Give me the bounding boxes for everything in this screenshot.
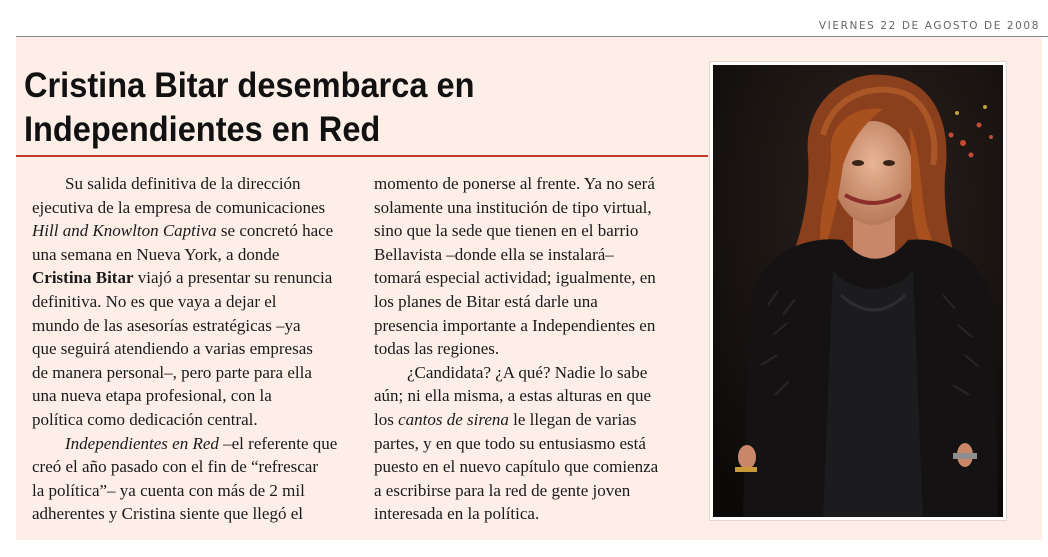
text-line: una nueva etapa profesional, con la bbox=[32, 386, 272, 406]
text-line: todas las regiones. bbox=[374, 339, 500, 359]
text-line: política como dedicación central. bbox=[32, 409, 258, 429]
text-line: a escribirse para la red de gente joven bbox=[374, 480, 631, 500]
text-fragment: viajó a presentar su renuncia bbox=[133, 268, 333, 288]
text-line bbox=[32, 432, 362, 456]
article-column-2 bbox=[374, 172, 704, 526]
text-fragment: los bbox=[374, 409, 399, 429]
text-line: partes, y en que todo su entusiasmo está bbox=[374, 433, 646, 453]
photo-illustration bbox=[713, 65, 1003, 517]
text-fragment: se concretó hace bbox=[216, 221, 334, 241]
headline-line-2: Independientes en Red bbox=[24, 110, 381, 149]
text-line: adherentes y Cristina siente que llegó el bbox=[32, 504, 303, 524]
text-line: de manera personal–, pero parte para ella bbox=[32, 362, 312, 382]
text-line: momento de ponerse al frente. Ya no será bbox=[374, 174, 655, 193]
text-line: una semana en Nueva York, a donde bbox=[32, 244, 280, 264]
text-line: tomará especial actividad; igualmente, en bbox=[374, 268, 656, 288]
paragraph-3 bbox=[374, 172, 704, 361]
paragraph-2 bbox=[32, 432, 362, 526]
paragraph-4 bbox=[374, 361, 704, 526]
text-line: presencia importante a Independientes en bbox=[374, 315, 656, 335]
text-line: interesada en la política. bbox=[374, 504, 540, 524]
person-name: Cristina Bitar bbox=[32, 268, 134, 288]
text-line bbox=[32, 219, 362, 243]
text-line: Su salida definitiva de la dirección bbox=[65, 174, 301, 193]
text-line: sino que la sede que tienen en el barrio bbox=[374, 221, 639, 241]
text-line: mundo de las asesorías estratégicas –ya bbox=[32, 315, 301, 335]
text-line: los planes de Bitar está darle una bbox=[374, 291, 598, 311]
text-line: la política”– ya cuenta con más de 2 mil bbox=[32, 480, 305, 500]
text-line: solamente una institución de tipo virtual, bbox=[374, 197, 652, 217]
paragraph-1 bbox=[32, 172, 362, 432]
text-line: que seguirá atendiendo a varias empresas bbox=[32, 339, 313, 359]
dateline: VIERNES 22 DE AGOSTO DE 2008 bbox=[818, 20, 1040, 32]
company-name: Hill and Knowlton Captiva bbox=[32, 221, 217, 241]
text-fragment: –el referente que bbox=[218, 433, 338, 453]
text-line: Bellavista –donde ella se instalará– bbox=[374, 244, 614, 264]
headline-rule bbox=[16, 155, 708, 157]
headline bbox=[24, 64, 474, 152]
text-line: creó el año pasado con el fin de “refrescar bbox=[32, 457, 319, 477]
headline-line-1: Cristina Bitar desembarca en bbox=[24, 66, 475, 105]
text-line: ¿Candidata? ¿A qué? Nadie lo sabe bbox=[407, 362, 648, 382]
text-line: definitiva. No es que vaya a dejar el bbox=[32, 291, 277, 311]
article-column-1 bbox=[32, 172, 362, 526]
article-photo bbox=[710, 62, 1006, 520]
text-line bbox=[374, 408, 704, 432]
text-line: aún; ni ella misma, a estas alturas en que bbox=[374, 386, 652, 406]
text-fragment: le llegan de varias bbox=[508, 409, 637, 429]
text-line: puesto en el nuevo capítulo que comienza bbox=[374, 457, 659, 477]
text-line: ejecutiva de la empresa de comunicaciones bbox=[32, 197, 326, 217]
italic-phrase: cantos de sirena bbox=[398, 409, 509, 429]
text-line bbox=[32, 266, 362, 290]
organization-name: Independientes en Red bbox=[65, 433, 219, 453]
